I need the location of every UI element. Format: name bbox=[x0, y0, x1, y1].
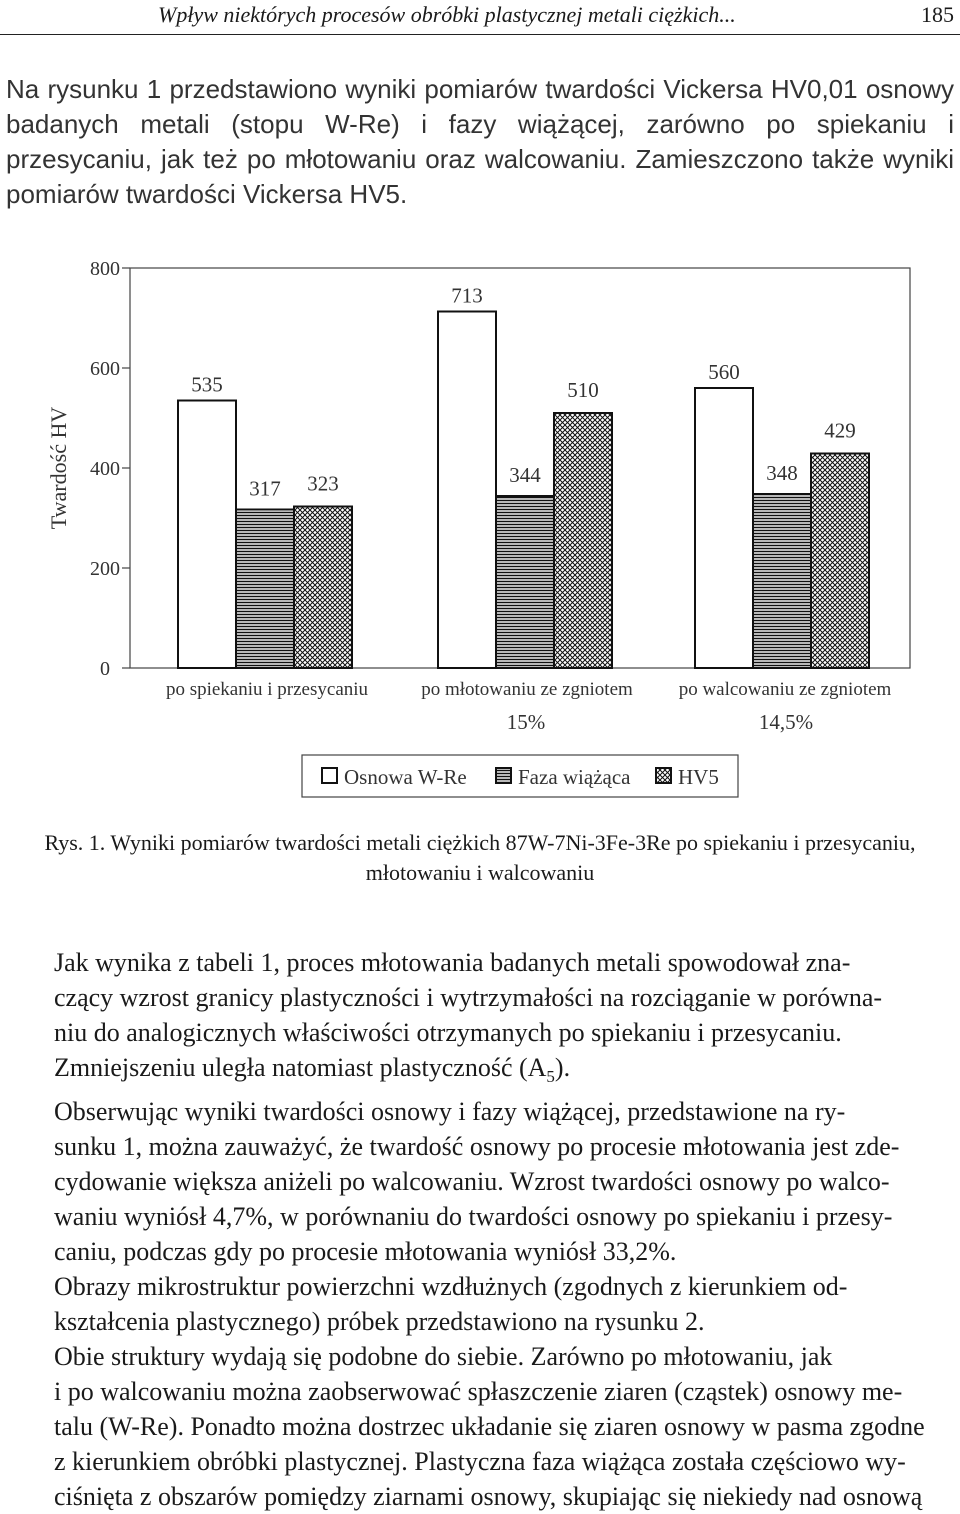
data-label: 429 bbox=[824, 418, 856, 443]
legend-label: HV5 bbox=[678, 765, 719, 789]
data-label: 317 bbox=[249, 476, 281, 501]
bar bbox=[496, 496, 554, 668]
bar bbox=[236, 510, 294, 669]
bar bbox=[554, 413, 612, 668]
text-line: Obrazy mikrostruktur powierzchni wzdłużnych (zgodnych z kierunkiem od- bbox=[54, 1272, 848, 1302]
legend-swatch bbox=[322, 768, 337, 783]
paragraph-4 bbox=[6, 1339, 954, 1514]
text-line: i po walcowaniu można zaobserwować spłaszczenie ziaren (cząstek) osnowy me- bbox=[54, 1377, 903, 1407]
data-label: 344 bbox=[509, 463, 541, 487]
y-tick-label: 200 bbox=[90, 558, 120, 580]
text-line: Obserwując wyniki twardości osnowy i fazy wiążącej, przedstawione na ry- bbox=[54, 1097, 846, 1127]
legend-label: Osnowa W-Re bbox=[344, 765, 467, 789]
page-number: 185 bbox=[921, 2, 954, 27]
bar bbox=[178, 401, 236, 669]
legend-swatch bbox=[656, 768, 671, 783]
bar bbox=[438, 312, 496, 669]
data-label: 535 bbox=[191, 372, 223, 397]
hardness-bar-chart bbox=[0, 250, 960, 810]
category-sublabel: 14,5% bbox=[758, 710, 814, 734]
text-line: czący wzrost granicy plastyczności i wytrzymałości na rozciąganie w porówna- bbox=[54, 983, 883, 1012]
category-sublabel: 15% bbox=[506, 710, 546, 734]
text-line: Obie struktury wydają się podobne do siebie. Zarówno po młotowaniu, jak bbox=[54, 1342, 833, 1372]
data-label: 713 bbox=[451, 283, 483, 308]
text-line: Jak wynika z tabeli 1, proces młotowania badanych metali spowodował zna- bbox=[54, 948, 851, 977]
data-label: 560 bbox=[708, 360, 740, 384]
text-line: waniu wyniósł 4,7%, w porównaniu do twardości osnowy po spiekaniu i przesy- bbox=[54, 1202, 893, 1232]
text-line: talu (W-Re). Ponadto można dostrzec układanie się ziaren osnowy w pasma zgodne bbox=[54, 1412, 925, 1442]
bar bbox=[811, 454, 869, 669]
caption-line-2: młotowaniu i walcowaniu bbox=[365, 860, 595, 885]
bar bbox=[294, 507, 352, 669]
y-axis-label: Twardość HV bbox=[46, 406, 71, 530]
category-label: po młotowaniu ze zgniotem bbox=[421, 679, 633, 700]
text-line: kształcenia plastycznego) próbek przedstawiono na rysunku 2. bbox=[54, 1307, 705, 1337]
bar bbox=[753, 494, 811, 668]
figure-caption bbox=[0, 828, 960, 888]
legend-swatch bbox=[496, 768, 511, 783]
text-line: cydowanie większa aniżeli po walcowaniu. Wzrost twardości osnowy po walco- bbox=[54, 1167, 890, 1197]
running-title: Wpływ niektórych procesów obróbki plastycznej metali ciężkich... bbox=[158, 2, 736, 27]
bar bbox=[695, 388, 753, 668]
y-tick-label: 400 bbox=[90, 458, 120, 480]
text-line: Zmniejszeniu uległa natomiast plastyczność $(A_5)$. bbox=[54, 1053, 571, 1087]
data-label: 510 bbox=[567, 378, 599, 402]
intro-paragraph: Na rysunku 1 przedstawiono wyniki pomiarów twardości Vickersa HV0,01 osnowy badanych metali (stopu W-Re) i fazy wiążącej, zarówno po spiekaniu i przesycaniu, jak też po młotowaniu oraz walcowaniu. Zamieszczono także wyniki pomiarów twardości Vickersa HV5. bbox=[6, 74, 954, 209]
y-tick-label: 0 bbox=[100, 658, 110, 680]
text-line: ciśnięta z obszarów pomiędzy ziarnami osnowy, skupiając się niekiedy nad osnową bbox=[54, 1482, 923, 1512]
y-tick-label: 600 bbox=[90, 358, 120, 380]
data-label: 323 bbox=[307, 471, 339, 496]
y-tick-label: 800 bbox=[90, 258, 120, 280]
text-line: z kierunkiem obróbki plastycznej. Plastyczna faza wiążąca została częściowo wy- bbox=[54, 1447, 906, 1477]
page-header bbox=[0, 0, 960, 35]
paragraph-2 bbox=[6, 1094, 954, 1269]
category-label: po walcowaniu ze zgniotem bbox=[678, 679, 892, 700]
legend-label: Faza wiążąca bbox=[518, 765, 631, 789]
category-label: po spiekaniu i przesycaniu bbox=[165, 679, 369, 700]
text-line: sunku 1, można zauważyć, że twardość osnowy po procesie młotowania jest zde- bbox=[54, 1132, 900, 1162]
paragraph-1 bbox=[6, 945, 954, 1094]
text-line: caniu, podczas gdy po procesie młotowania wyniósł 33,2%. bbox=[54, 1237, 677, 1267]
data-label: 348 bbox=[766, 461, 798, 485]
body-text bbox=[6, 945, 954, 1514]
text-line: niu do analogicznych właściwości otrzymanych po spiekaniu i przesycaniu. bbox=[54, 1018, 842, 1047]
caption-line-1: Rys. 1. Wyniki pomiarów twardości metali ciężkich 87W-7Ni-3Fe-3Re po spiekaniu i przesycaniu, bbox=[44, 830, 916, 855]
paragraph-3 bbox=[6, 1269, 954, 1339]
